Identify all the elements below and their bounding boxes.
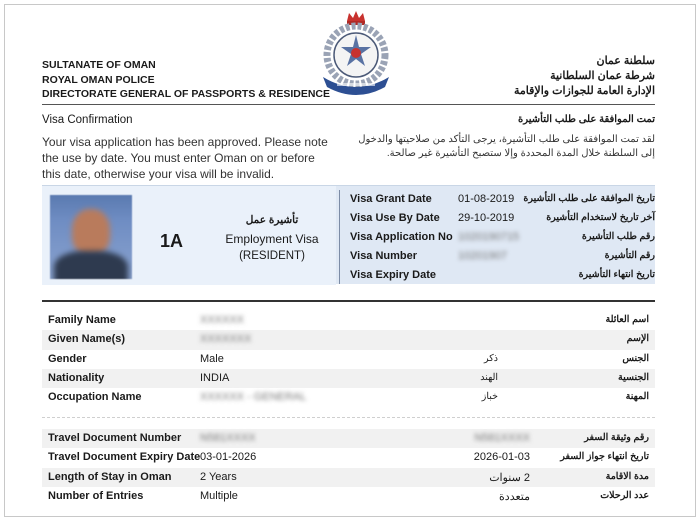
- visa-type-ar: تأشيرة عمل: [245, 214, 299, 226]
- visa-detail-label-ar: رقم طلب التأشيرة: [581, 231, 655, 242]
- personal-row: [42, 388, 655, 407]
- travel-row: [42, 468, 655, 487]
- personal-row: [42, 369, 655, 388]
- field-label-ar: عدد الرحلات: [600, 489, 649, 501]
- visa-type: Employment Visa: [225, 232, 319, 246]
- visa-detail-row: [350, 191, 655, 210]
- header-left: [42, 58, 330, 102]
- field-value-ar: 2026-01-03: [473, 451, 530, 464]
- visa-detail-value: 29-10-2019: [458, 212, 515, 224]
- field-value: N581XXXX: [200, 432, 256, 444]
- field-label: Length of Stay in Oman: [48, 470, 172, 483]
- visa-detail-value: 10201907: [458, 250, 507, 262]
- field-value-ar: N581XXXX: [474, 432, 530, 444]
- visa-detail-row: [350, 267, 655, 286]
- field-label: Nationality: [48, 371, 105, 384]
- field-value: 2 Years: [200, 470, 237, 483]
- visa-summary-band: [42, 185, 655, 284]
- field-label: Number of Entries: [48, 489, 144, 502]
- confirmation-title: Visa Confirmation: [42, 114, 133, 126]
- visa-detail-value: 01-08-2019: [458, 193, 515, 205]
- field-value: INDIA: [200, 371, 230, 384]
- field-label-ar: الإسم: [626, 333, 649, 345]
- visa-detail-label: Visa Grant Date: [350, 193, 432, 205]
- header-line-police-ar: شرطة عمان السلطانية: [550, 70, 655, 82]
- personal-row: [42, 311, 655, 330]
- travel-row: [42, 429, 655, 448]
- personal-details: [42, 311, 655, 407]
- field-label: Occupation Name: [48, 391, 142, 404]
- visa-code: 1A: [160, 231, 184, 251]
- visa-details: [350, 191, 655, 286]
- visa-detail-label: Visa Expiry Date: [350, 269, 437, 281]
- field-label: Travel Document Number: [48, 432, 182, 444]
- field-label-ar: اسم العائلة: [605, 314, 649, 325]
- field-value-ar: ذكر: [484, 352, 498, 364]
- section-divider: [42, 417, 655, 418]
- field-value-ar: الهند: [480, 371, 498, 383]
- field-label: Gender: [48, 352, 87, 365]
- travel-row: [42, 448, 655, 467]
- confirmation-message-ar: لقد تمت الموافقة على طلب التأشيرة، يرجى التأكد من صلاحيتها والدخول إلى السلطنة خلال المدة المحددة وإلا ستصبح التأشيرة غير صالحة.: [358, 134, 655, 159]
- visa-detail-row: [350, 248, 655, 267]
- visa-detail-label-ar: رقم التأشيرة: [604, 250, 655, 261]
- field-value: XXXXXX: [200, 314, 245, 326]
- travel-row: [42, 487, 655, 506]
- field-value: XXXXXXX: [200, 333, 252, 346]
- visa-detail-label-ar: تاريخ انتهاء التأشيرة: [578, 269, 655, 280]
- visa-document: [4, 4, 696, 517]
- field-label: Family Name: [48, 314, 116, 326]
- visa-detail-value: 1020190715: [458, 231, 520, 243]
- header-line-police: ROYAL OMAN POLICE: [42, 73, 155, 86]
- personal-row: [42, 350, 655, 369]
- field-value: 03-01-2026: [200, 451, 257, 464]
- confirmation-title-ar: تمت الموافقة على طلب التأشيرة: [518, 114, 655, 125]
- header-divider: [42, 104, 655, 105]
- visa-band-divider: [339, 190, 340, 284]
- field-value-ar: خباز: [481, 391, 498, 403]
- field-label: Travel Document Expiry Date: [48, 451, 201, 464]
- royal-oman-police-emblem-icon: [311, 7, 401, 99]
- header-line-sultanate: SULTANATE OF OMAN: [42, 59, 156, 71]
- personal-row: [42, 330, 655, 349]
- visa-detail-label-ar: آخر تاريخ لاستخدام التأشيرة: [546, 212, 655, 223]
- field-label-ar: الجنسية: [618, 371, 649, 383]
- field-label-ar: تاريخ انتهاء جواز السفر: [560, 451, 649, 463]
- field-label-ar: مدة الاقامة: [605, 470, 649, 482]
- field-label: Given Name(s): [48, 333, 126, 346]
- visa-detail-label-ar: تاريخ الموافقة على طلب التأشيرة: [523, 193, 655, 204]
- visa-subtype: (RESIDENT): [239, 250, 305, 262]
- header-line-directorate-ar: الإدارة العامة للجوازات والإقامة: [514, 85, 655, 97]
- visa-summary-left: [42, 186, 336, 285]
- field-value: Multiple: [200, 489, 238, 502]
- field-label-ar: الجنس: [622, 352, 649, 364]
- field-value: XXXXXX - GENERAL: [200, 391, 307, 404]
- field-label-ar: رقم وثيقة السفر: [584, 432, 649, 443]
- field-value-ar: 2 سنوات: [489, 471, 530, 484]
- travel-details: [42, 429, 655, 506]
- field-value-ar: متعددة: [499, 490, 530, 503]
- visa-detail-label: Visa Number: [350, 250, 418, 262]
- field-value: Male: [200, 352, 224, 365]
- header-line-sultanate-ar: سلطنة عمان: [596, 55, 655, 67]
- visa-detail-label: Visa Application No: [350, 231, 453, 243]
- section-divider: [42, 300, 655, 302]
- visa-detail-row: [350, 210, 655, 229]
- visa-detail-label: Visa Use By Date: [350, 212, 440, 224]
- header-right: [514, 54, 655, 99]
- field-label-ar: المهنة: [625, 391, 649, 403]
- visa-detail-row: [350, 229, 655, 248]
- header-line-directorate: DIRECTORATE GENERAL OF PASSPORTS & RESIDENCE: [42, 88, 331, 100]
- applicant-photo: [50, 195, 132, 279]
- confirmation-message: Your visa application has been approved. Please note the use by date. You must enter Oman on or before this date, otherwise your visa will be invalid.: [42, 135, 328, 181]
